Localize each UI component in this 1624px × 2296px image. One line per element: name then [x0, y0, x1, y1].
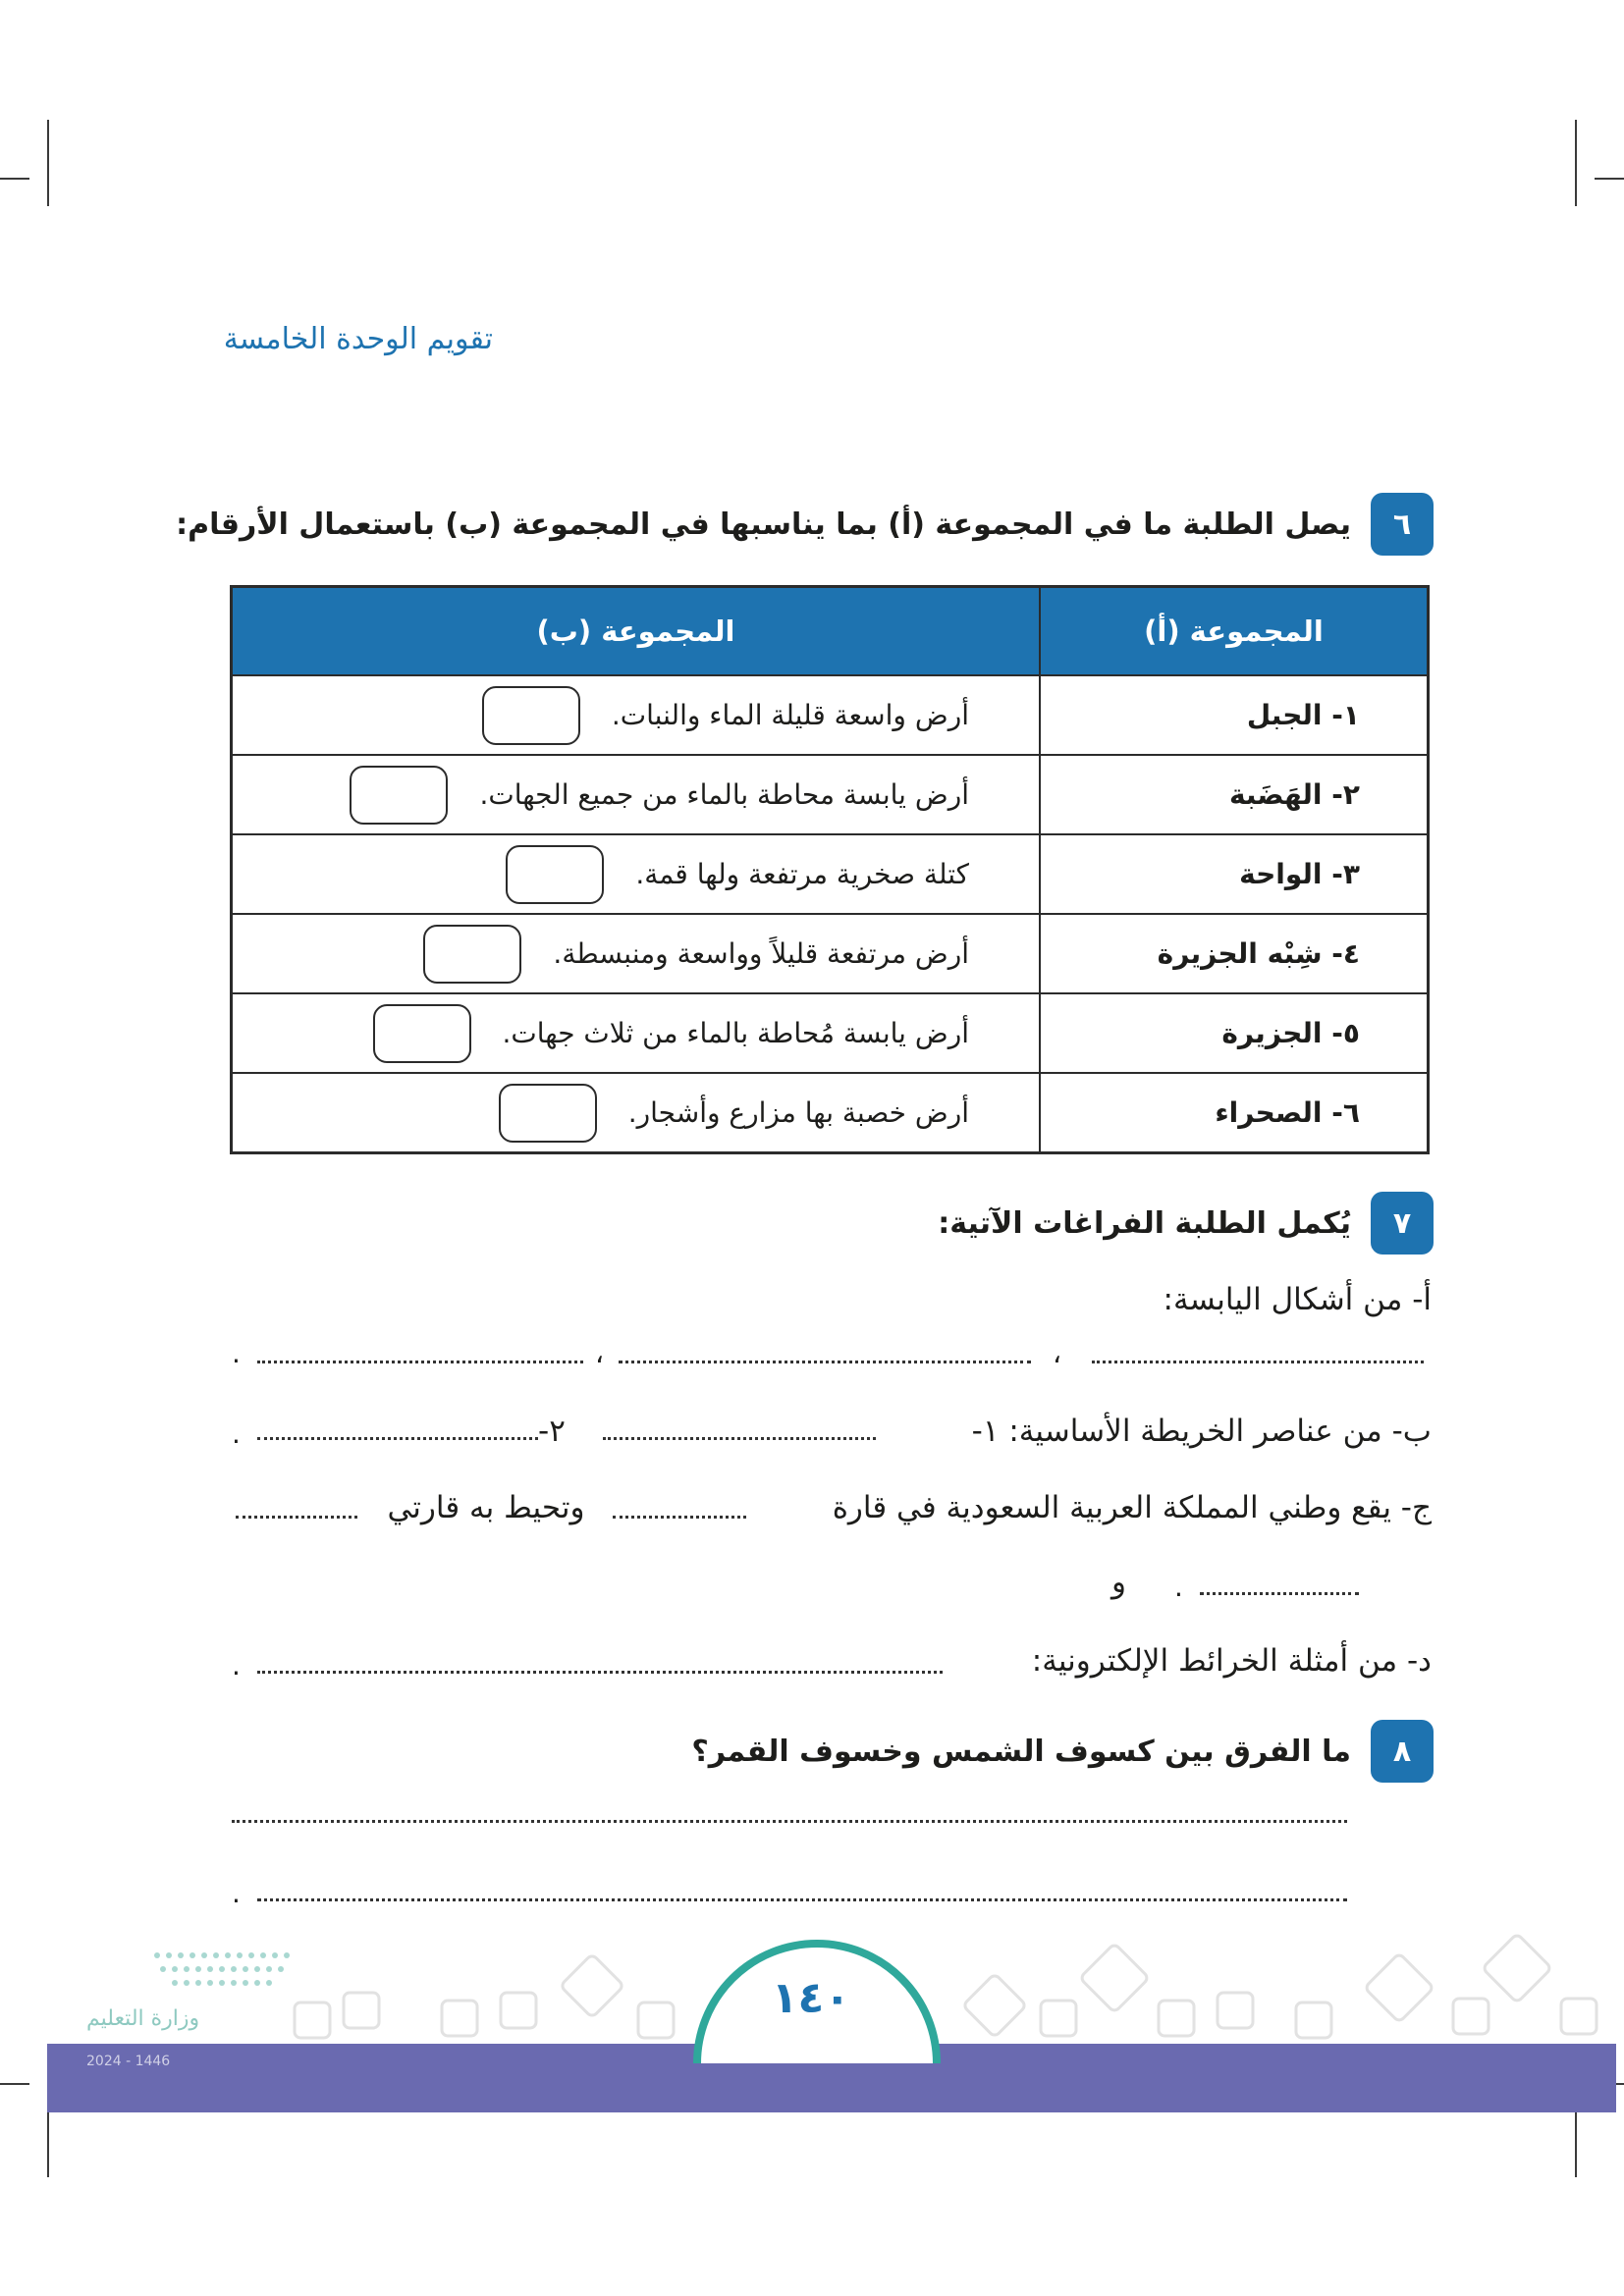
q8-number-badge: ٨: [1371, 1720, 1434, 1783]
group-b-text: أرض يابسة مُحاطة بالماء من ثلاث جهات.: [502, 1017, 969, 1049]
group-b-text: أرض مرتفعة قليلاً وواسعة ومنبسطة.: [553, 937, 969, 970]
crop-mark: [1595, 178, 1624, 180]
group-b-cell: [232, 675, 1041, 755]
group-b-cell: [232, 1073, 1041, 1153]
group-b-cell: [232, 914, 1041, 993]
q7-d-period: .: [232, 1649, 241, 1682]
q7-b-label-2: ٢-: [538, 1414, 566, 1449]
q7-c-blank-3[interactable]: [1200, 1588, 1359, 1595]
answer-box[interactable]: [482, 686, 580, 745]
q6-prompt: يصل الطلبة ما في المجموعة (أ) بما يناسبها في المجموعة (ب) باستعمال الأرقام:: [176, 507, 1351, 542]
answer-box[interactable]: [499, 1084, 597, 1143]
q7-b-blank-2[interactable]: [257, 1433, 538, 1440]
q7-a-period: .: [232, 1337, 241, 1369]
q7-item-c-label: ج- يقع وطني المملكة العربية السعودية في قارة: [832, 1490, 1432, 1525]
crop-mark: [0, 2083, 29, 2085]
group-b-header: المجموعة (ب): [232, 587, 1041, 676]
q6-number-badge: ٦: [1371, 493, 1434, 556]
group-a-cell: ٦- الصحراء: [1040, 1073, 1429, 1153]
q8-answer-line-1[interactable]: [232, 1816, 1347, 1823]
q7-d-blank[interactable]: [257, 1667, 943, 1674]
answer-box[interactable]: [350, 766, 448, 825]
q7-prompt: يُكمل الطلبة الفراغات الآتية:: [938, 1205, 1351, 1241]
group-b-cell: [232, 755, 1041, 834]
table-row: [232, 914, 1429, 993]
answer-box[interactable]: [423, 925, 521, 984]
page-number: ١٤٠: [771, 1973, 851, 2023]
q8-answer-line-2[interactable]: [257, 1895, 1347, 1901]
ministry-logo-icon: [147, 1944, 295, 2002]
q7-item-c-mid: وتحيط به قارتي: [387, 1490, 585, 1525]
crop-mark: [0, 178, 29, 180]
group-a-cell: ٢- الهَضَبة: [1040, 755, 1429, 834]
q7-a-comma-2: ،: [595, 1337, 605, 1369]
q7-header: [938, 1192, 1434, 1255]
group-b-text: أرض واسعة قليلة الماء والنبات.: [611, 699, 969, 731]
group-b-text: أرض يابسة محاطة بالماء من جميع الجهات.: [479, 778, 969, 811]
group-a-header: المجموعة (أ): [1040, 587, 1429, 676]
table-row: [232, 675, 1429, 755]
q7-c-period: .: [1174, 1571, 1183, 1603]
q7-item-c-and: و: [1111, 1565, 1126, 1600]
q7-number-badge: ٧: [1371, 1192, 1434, 1255]
q7-c-blank-1[interactable]: [613, 1512, 746, 1519]
q8-header: [691, 1720, 1434, 1783]
table-row: [232, 834, 1429, 914]
q7-b-period: .: [232, 1417, 241, 1450]
unit-title: تقويم الوحدة الخامسة: [223, 322, 493, 356]
group-b-text: أرض خصبة بها مزارع وأشجار.: [627, 1096, 969, 1129]
q7-a-blank-1[interactable]: [1092, 1357, 1424, 1363]
q7-item-a-label: أ- من أشكال اليابسة:: [1163, 1282, 1432, 1317]
q6-header: [176, 493, 1434, 556]
group-b-cell: [232, 993, 1041, 1073]
ministry-name: وزارة التعليم: [86, 2006, 200, 2031]
table-row: [232, 1073, 1429, 1153]
q8-period: .: [232, 1877, 241, 1909]
q7-a-comma-1: ،: [1053, 1337, 1062, 1369]
ministry-year: 2024 - 1446: [86, 2054, 171, 2069]
q7-a-blank-3[interactable]: [257, 1357, 583, 1363]
group-a-cell: ١- الجبل: [1040, 675, 1429, 755]
group-a-cell: ٤- شِبْه الجزيرة: [1040, 914, 1429, 993]
table-header-row: [232, 587, 1429, 676]
table-row: [232, 993, 1429, 1073]
table-row: [232, 755, 1429, 834]
q7-item-d-label: د- من أمثلة الخرائط الإلكترونية:: [1031, 1643, 1432, 1679]
q7-b-blank-1[interactable]: [603, 1433, 876, 1440]
answer-box[interactable]: [506, 845, 604, 904]
matching-table: [230, 585, 1430, 1154]
group-b-text: كتلة صخرية مرتفعة ولها قمة.: [635, 858, 969, 890]
group-b-cell: [232, 834, 1041, 914]
q7-item-b-label: ب- من عناصر الخريطة الأساسية: ١-: [971, 1414, 1432, 1449]
crop-mark: [47, 120, 49, 206]
q8-prompt: ما الفرق بين كسوف الشمس وخسوف القمر؟: [691, 1734, 1351, 1769]
q7-a-blank-2[interactable]: [619, 1357, 1031, 1363]
group-a-cell: ٣- الواحة: [1040, 834, 1429, 914]
crop-mark: [1575, 120, 1577, 206]
group-a-cell: ٥- الجزيرة: [1040, 993, 1429, 1073]
q7-c-blank-2[interactable]: [236, 1512, 357, 1519]
answer-box[interactable]: [373, 1004, 471, 1063]
